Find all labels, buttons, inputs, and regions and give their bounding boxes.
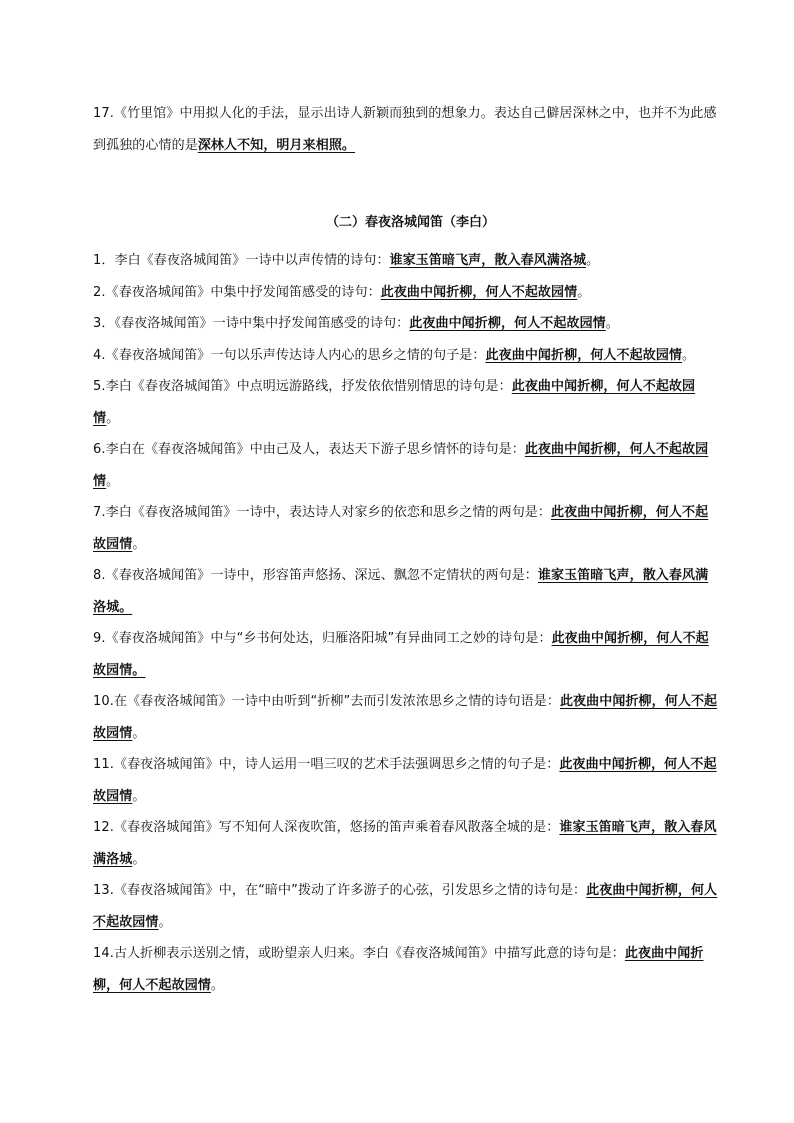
answer-text: 此夜曲中闻折柳，何人不起故园情 (93, 379, 696, 426)
answer-tail: 。 (605, 316, 619, 331)
list-item (93, 371, 721, 434)
list-item (93, 277, 721, 309)
list-item (93, 340, 721, 372)
question-text: 10.在《春夜洛城闻笛》一诗中由听到“折柳”去而引发浓浓思乡之情的诗句语是： (93, 694, 560, 709)
question-text: 1．李白《春夜洛城闻笛》一诗中以声传情的诗句： (93, 253, 390, 268)
list-item (93, 749, 721, 812)
answer-text: 谁家玉笛暗飞声，散入春风满洛城 (93, 820, 717, 867)
answer-text: 此夜曲中闻折柳，何人不起故园情 (93, 946, 704, 993)
list-item (93, 308, 721, 340)
question-text: 7.李白《春夜洛城闻笛》一诗中，表达诗人对家乡的依恋和思乡之情的两句是： (93, 505, 552, 520)
answer-tail: 。 (682, 347, 696, 363)
list-item (93, 623, 721, 686)
answer-tail: 。 (132, 851, 146, 867)
answer-tail: 。 (210, 977, 225, 993)
section-title: （二）春夜洛城闻笛（李白） (325, 215, 495, 230)
list-item (93, 434, 721, 497)
answer-tail: 。 (132, 725, 146, 741)
answer-tail: 。 (132, 536, 146, 552)
answer-text: 此夜曲中闻折柳，何人不起故园情 (93, 442, 709, 489)
question-text: 11.《春夜洛城闻笛》中，诗人运用一唱三叹的艺术手法强调思乡之情的句子是： (93, 757, 560, 772)
question-text: 4.《春夜洛城闻笛》一句以乐声传达诗人内心的思乡之情的句子是： (93, 347, 486, 363)
answer-text: 此夜曲中闻折柳，何人不起故园情 (380, 284, 578, 300)
answer-tail: 。 (106, 410, 120, 426)
answer-tail: 。 (132, 788, 146, 804)
answer-text: 此夜曲中闻折柳，何人不起故园情。 (93, 631, 709, 678)
list-item (93, 686, 721, 749)
answer-text: 此夜曲中闻折柳，何人不起故园情 (485, 347, 683, 363)
answer-text: 此夜曲中闻折柳，何人不起故园情 (93, 883, 718, 930)
answer-text: 谁家玉笛暗飞声，散入春风满洛城。 (93, 568, 709, 615)
answer-text: 此夜曲中闻折柳，何人不起故园情 (93, 757, 717, 804)
question-text: 2.《春夜洛城闻笛》中集中抒发闻笛感受的诗句： (93, 284, 381, 300)
question-text: 14.古人折柳表示送别之情，或盼望亲人归来。李白《春夜洛城闻笛》中描写此意的诗句是： (93, 946, 625, 961)
list-item (93, 497, 721, 560)
list-item (93, 938, 721, 1001)
question-list (93, 245, 721, 1001)
answer-tail: 。 (158, 914, 172, 930)
list-item (93, 560, 721, 623)
answer-text: 此夜曲中闻折柳，何人不起故园情 (93, 505, 709, 552)
answer-tail: 。 (106, 473, 120, 489)
list-item (93, 245, 721, 277)
answer-tail: 。 (577, 284, 591, 300)
question-text: 17.《竹里馆》中用拟人化的手法，显示出诗人新颖而独到的想象力。表达自己僻居深林之中，也并不为此感到孤独的心情的是 (93, 106, 717, 153)
question-text: 3．《春夜洛城闻笛》一诗中集中抒发闻笛感受的诗句： (93, 316, 410, 331)
question-text: 8.《春夜洛城闻笛》一诗中，形容笛声悠扬、深远、飘忽不定情状的两句是： (93, 568, 538, 583)
list-item (93, 875, 721, 938)
answer-text: 深林人不知，明月来相照。 (197, 137, 356, 153)
answer-text: 谁家玉笛暗飞声，散入春风满洛城 (389, 253, 587, 268)
answer-text: 此夜曲中闻折柳，何人不起故园情 (409, 316, 606, 331)
question-text: 6.李白在《春夜洛城闻笛》中由己及人，表达天下游子思乡情怀的诗句是： (93, 442, 525, 457)
answer-tail: 。 (586, 253, 600, 268)
answer-text: 此夜曲中闻折柳，何人不起故园情 (93, 694, 718, 741)
question-text: 12.《春夜洛城闻笛》写不知何人深夜吹笛，悠扬的笛声乘着春风散落全城的是： (93, 820, 560, 835)
question-17 (93, 98, 721, 161)
list-item (93, 812, 721, 875)
question-text: 9.《春夜洛城闻笛》中与“乡书何处达，归雁洛阳城”有异曲同工之妙的诗句是： (93, 631, 552, 646)
question-text: 5.李白《春夜洛城闻笛》中点明远游路线，抒发依依惜别情思的诗句是： (93, 379, 512, 394)
question-text: 13.《春夜洛城闻笛》中，在“暗中”拨动了许多游子的心弦，引发思乡之情的诗句是： (93, 883, 587, 898)
